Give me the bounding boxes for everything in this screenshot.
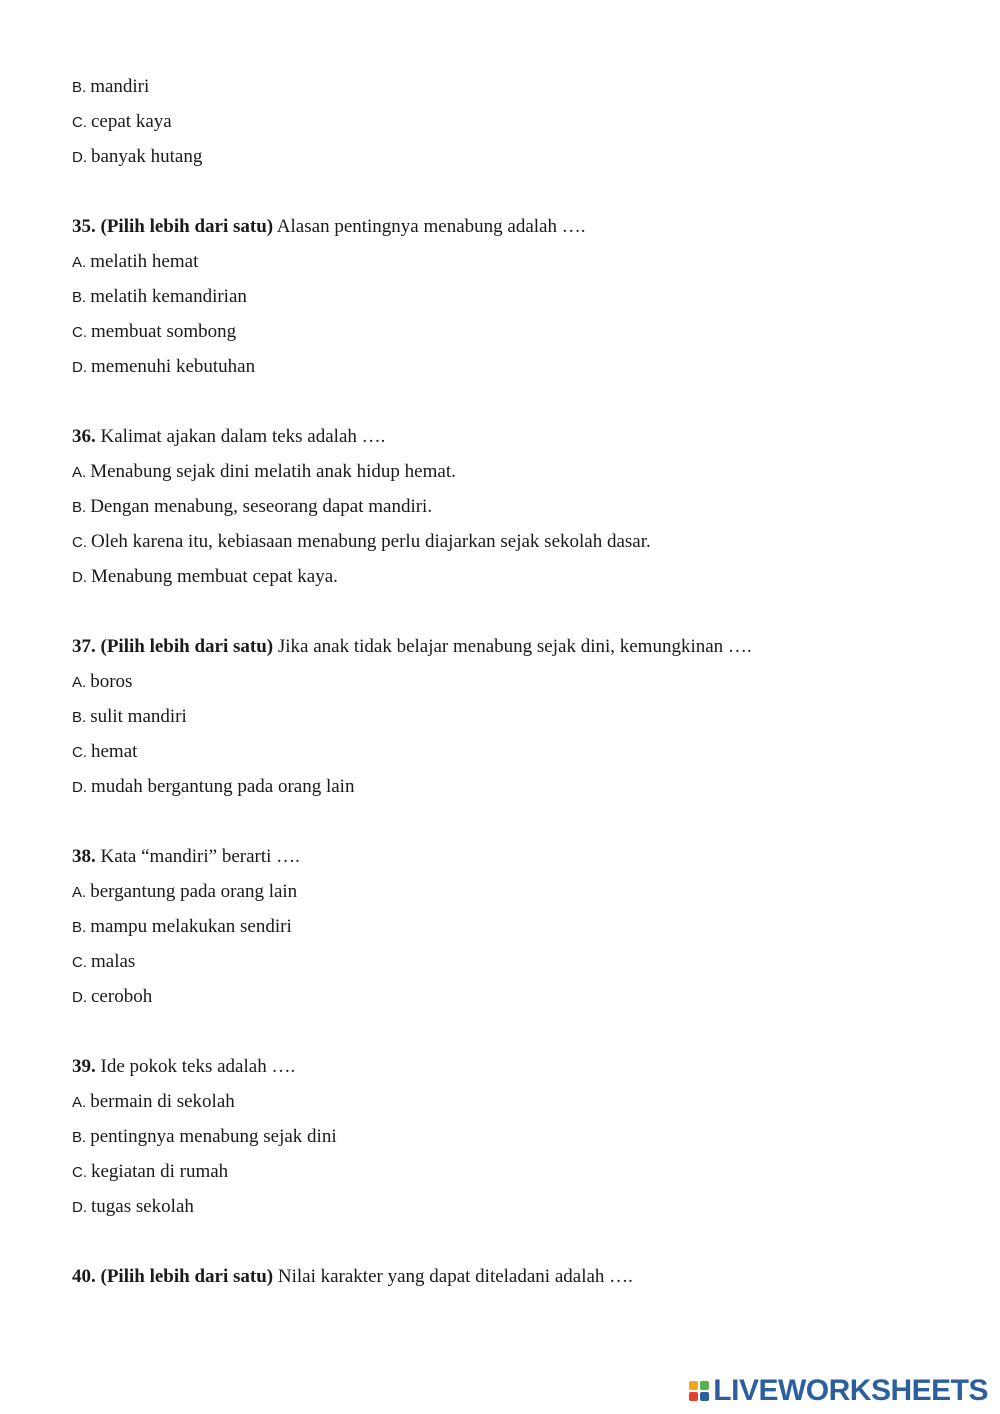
question-text: Alasan pentingnya menabung adalah …. (273, 216, 586, 237)
option-text: malas (91, 951, 136, 972)
logo-square-l (689, 1381, 698, 1390)
question-38 (72, 845, 300, 869)
option-text: cepat kaya (91, 111, 172, 132)
logo-square-e (700, 1392, 709, 1401)
question-number: 37. (72, 636, 96, 657)
option-text: Menabung sejak dini melatih anak hidup hemat. (90, 461, 456, 482)
question-number: 38. (72, 846, 96, 867)
option-item[interactable] (72, 75, 149, 100)
question-text: Kalimat ajakan dalam teks adalah …. (95, 426, 386, 447)
option-text: ceroboh (91, 986, 153, 1007)
option-letter: D. (72, 779, 87, 796)
option-item[interactable] (72, 950, 135, 975)
question-tag: (Pilih lebih dari satu) (100, 636, 274, 657)
option-text: banyak hutang (91, 146, 203, 167)
option-letter: C. (72, 324, 87, 341)
question-36 (72, 425, 385, 449)
option-item[interactable] (72, 1160, 228, 1185)
option-letter: D. (72, 989, 87, 1006)
option-item[interactable] (72, 1125, 337, 1150)
option-item[interactable] (72, 110, 172, 135)
logo-square-v (689, 1392, 698, 1401)
option-text: Oleh karena itu, kebiasaan menabung perlu diajarkan sejak sekolah dasar. (91, 531, 651, 552)
option-letter: B. (72, 79, 87, 96)
option-letter: A. (72, 254, 87, 271)
option-item[interactable] (72, 880, 297, 905)
option-letter: B. (72, 499, 87, 516)
question-37 (72, 635, 752, 659)
option-letter: C. (72, 114, 87, 131)
option-item[interactable] (72, 1195, 194, 1220)
option-letter: B. (72, 919, 87, 936)
option-letter: D. (72, 569, 87, 586)
option-item[interactable] (72, 565, 338, 590)
question-text: Jika anak tidak belajar menabung sejak dini, kemungkinan …. (273, 636, 752, 657)
option-letter: C. (72, 1164, 87, 1181)
option-letter: C. (72, 534, 87, 551)
question-text: Nilai karakter yang dapat diteladani adalah …. (273, 1266, 633, 1287)
option-item[interactable] (72, 1090, 235, 1115)
liveworksheets-logo (689, 1374, 988, 1408)
question-39 (72, 1055, 295, 1079)
option-text: Dengan menabung, seseorang dapat mandiri. (90, 496, 433, 517)
option-text: mudah bergantung pada orang lain (91, 776, 355, 797)
question-number: 39. (72, 1056, 96, 1077)
question-number: 40. (72, 1266, 96, 1287)
option-item[interactable] (72, 355, 255, 380)
option-letter: B. (72, 289, 87, 306)
question-number: 36. (72, 426, 96, 447)
option-item[interactable] (72, 250, 198, 275)
option-item[interactable] (72, 915, 292, 940)
logo-square-i (700, 1381, 709, 1390)
option-text: melatih kemandirian (90, 286, 247, 307)
option-item[interactable] (72, 460, 456, 485)
option-item[interactable] (72, 145, 202, 170)
option-text: mandiri (90, 76, 150, 97)
option-letter: A. (72, 464, 87, 481)
option-text: pentingnya menabung sejak dini (90, 1126, 337, 1147)
option-letter: D. (72, 149, 87, 166)
option-item[interactable] (72, 495, 432, 520)
option-text: kegiatan di rumah (91, 1161, 229, 1182)
option-letter: A. (72, 884, 87, 901)
question-40 (72, 1265, 633, 1289)
question-text: Kata “mandiri” berarti …. (95, 846, 300, 867)
option-item[interactable] (72, 775, 354, 800)
option-text: Menabung membuat cepat kaya. (91, 566, 338, 587)
option-item[interactable] (72, 530, 651, 555)
option-item[interactable] (72, 320, 236, 345)
option-text: membuat sombong (91, 321, 237, 342)
question-35 (72, 215, 585, 239)
option-letter: C. (72, 954, 87, 971)
option-text: mampu melakukan sendiri (90, 916, 292, 937)
logo-mark-icon (689, 1381, 709, 1401)
option-item[interactable] (72, 740, 137, 765)
option-text: memenuhi kebutuhan (91, 356, 256, 377)
option-letter: B. (72, 1129, 87, 1146)
option-letter: B. (72, 709, 87, 726)
option-letter: C. (72, 744, 87, 761)
option-text: bergantung pada orang lain (90, 881, 298, 902)
option-letter: D. (72, 1199, 87, 1216)
option-text: boros (90, 671, 133, 692)
option-letter: A. (72, 1094, 87, 1111)
option-item[interactable] (72, 285, 247, 310)
option-letter: D. (72, 359, 87, 376)
option-text: sulit mandiri (90, 706, 187, 727)
question-text: Ide pokok teks adalah …. (95, 1056, 296, 1077)
option-text: hemat (91, 741, 138, 762)
option-text: melatih hemat (90, 251, 199, 272)
option-item[interactable] (72, 985, 152, 1010)
question-tag: (Pilih lebih dari satu) (100, 1266, 274, 1287)
option-letter: A. (72, 674, 87, 691)
option-text: bermain di sekolah (90, 1091, 235, 1112)
option-item[interactable] (72, 670, 132, 695)
option-item[interactable] (72, 705, 187, 730)
question-tag: (Pilih lebih dari satu) (100, 216, 274, 237)
option-text: tugas sekolah (91, 1196, 194, 1217)
question-number: 35. (72, 216, 96, 237)
logo-text: LIVEWORKSHEETS (713, 1374, 988, 1407)
